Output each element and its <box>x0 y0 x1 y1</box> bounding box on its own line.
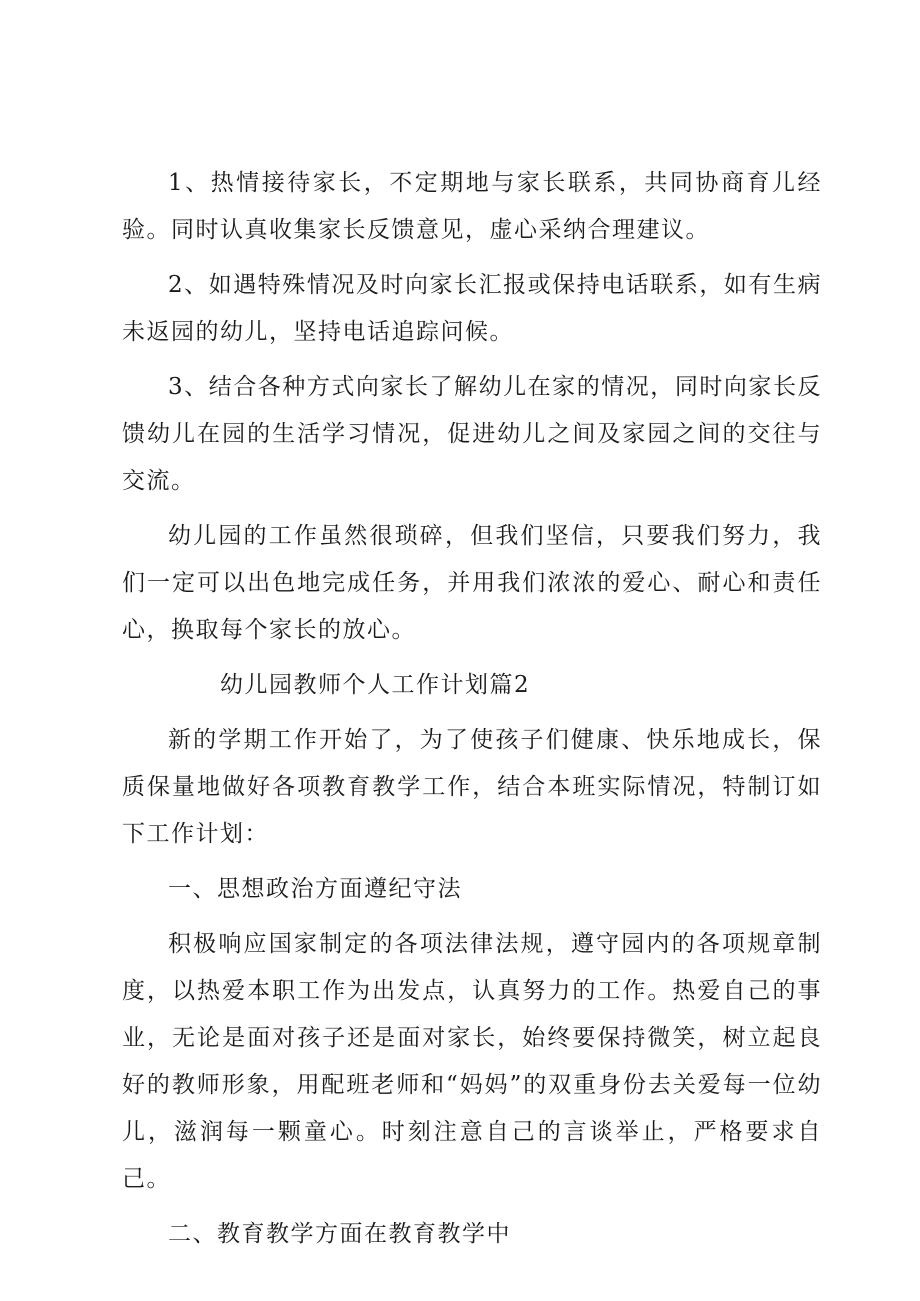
paragraph-intro: 新的学期工作开始了，为了使孩子们健康、快乐地成长，保质保量地做好各项教育教学工作，结合本班实际情况，特制订如下工作计划： <box>122 727 822 847</box>
document-body <box>122 160 822 1266</box>
paragraph-conclusion: 幼儿园的工作虽然很琐碎，但我们坚信，只要我们努力，我们一定可以出色地完成任务，并用我们浓浓的爱心、耐心和责任心，换取每个家长的放心。 <box>122 523 822 643</box>
subheading-political: 一、思想政治方面遵纪守法 <box>168 876 462 902</box>
section-title: 幼儿园教师个人工作计划篇2 <box>220 672 531 698</box>
paragraph-parent-contact: 1、热情接待家长，不定期地与家长联系，共同协商育儿经验。同时认真收集家长反馈意见，虚心采纳合理建议。 <box>122 170 822 243</box>
subheading-teaching: 二、教育教学方面在教育教学中 <box>168 1221 511 1247</box>
paragraph-political: 积极响应国家制定的各项法律法规，遵守园内的各项规章制度，以热爱本职工作为出发点，认真努力的工作。热爱自己的事业，无论是面对孩子还是面对家长，始终要保持微笑，树立起良好的教师形象，用配班老师和“妈妈”的双重身份去关爱每一位幼儿，滋润每一颗童心。时刻注意自己的言谈举止，严格要求自己。 <box>122 931 822 1192</box>
paragraph-home-communication: 3、结合各种方式向家长了解幼儿在家的情况，同时向家长反馈幼儿在园的生活学习情况，促进幼儿之间及家园之间的交往与交流。 <box>122 374 822 494</box>
paragraph-special-situations: 2、如遇特殊情况及时向家长汇报或保持电话联系，如有生病未返园的幼儿，坚持电话追踪问候。 <box>122 272 822 345</box>
